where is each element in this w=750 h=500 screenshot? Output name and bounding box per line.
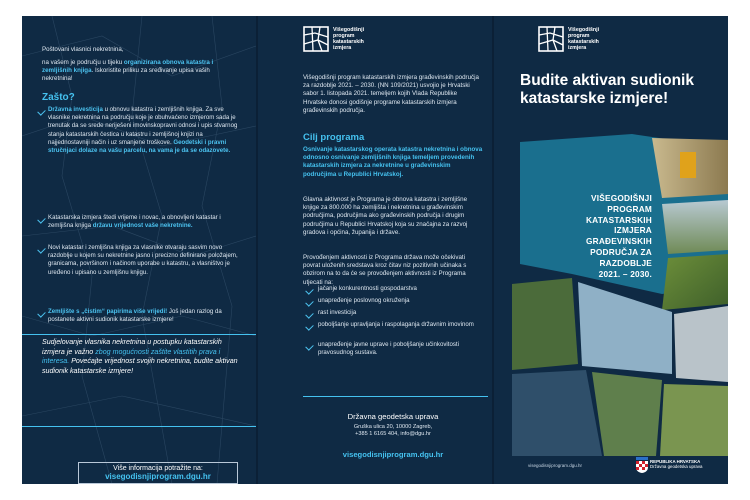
cover-title: Budite aktivan sudionik katastarske izmjere! — [520, 72, 694, 107]
agency-name: Državna geodetska uprava — [347, 412, 439, 421]
logo-line: Višegodišnji — [568, 27, 600, 33]
photo-land-survey — [512, 278, 578, 370]
reason-highlight-2: Geodetski i pravni stručnjaci dolaze na vašu parcelu, na vama je da se odazovete. — [48, 138, 231, 155]
panel-back — [258, 16, 492, 484]
greeting: Poštovani vlasnici nekretnina, — [42, 46, 124, 53]
photo-marker — [660, 384, 728, 456]
website-box — [78, 462, 238, 484]
program-name — [532, 193, 652, 279]
check-icon — [305, 342, 313, 350]
program-logo-text — [333, 27, 364, 51]
photo-senior-owner — [512, 370, 602, 456]
program-line: 2021. – 2030. — [598, 268, 652, 279]
intro-paragraph — [42, 59, 242, 84]
photo-team-planning — [578, 282, 672, 374]
logo-line: program — [333, 33, 355, 39]
agency-phone-email: +385 1 6165 404, info@dgu.hr — [355, 431, 431, 438]
divider — [22, 426, 256, 427]
reason-item-savings — [48, 214, 244, 230]
callout-highlight: zbog mogućnosti zaštite vlastitih prava i interesa. — [42, 347, 221, 366]
program-line: VIŠEGODIŠNJI — [591, 193, 652, 203]
main-activity: Glavna aktivnost je Programa je obnova katastra i zemljišne knjige za 800.000 ha zemljišta i nekretnina u građevinskim područjima, područjima ako građevinskih područja i drugim područjima u Republici Hrvatskoj koja su značajna za razvoj gradova i općina, županija i države. — [303, 196, 468, 236]
reason-text: Još jedan razlog da postanete aktivni sudionik katastarske izmjere! — [48, 308, 222, 324]
panel-inside-left — [22, 16, 256, 484]
program-line: RAZDOBLJE — [599, 257, 652, 268]
photo-collage — [512, 134, 728, 456]
why-heading: Zašto? — [42, 92, 75, 103]
check-icon — [305, 322, 313, 330]
reason-item-clean-papers — [48, 308, 244, 324]
reason-highlight: Državna investicija — [48, 106, 103, 113]
reason-text: u obnovu katastra i zemljišnih knjiga. Za sve vlasnike nekretnina na području koje je obuhvaćeno izmjerom sada je trenutak da se srede neriješeni imovinskopravni odnosi i upis stvarnog stanja katastarskih čestica u katastru i zemljišnoj knjizi na najjednostavniji način i uz smanjene troškove. — [48, 106, 238, 146]
program-logo-icon — [538, 26, 564, 52]
panel-cover — [494, 16, 728, 484]
logo-line: katastarskih — [568, 39, 599, 45]
intro-text: na vašem je području u tijeku — [42, 59, 124, 66]
photo-fields — [662, 254, 728, 310]
gps-device-icon — [680, 152, 696, 178]
intro-text-end: . Iskoristite priliku za sređivanje upisa vaših nekretnina! — [42, 67, 210, 83]
program-logo — [538, 26, 599, 52]
crest-line: REPUBLIKA HRVATSKA — [650, 459, 701, 464]
program-line: GRAĐEVINSKIH — [585, 236, 652, 247]
photo-landscape — [662, 200, 728, 254]
program-logo-icon — [303, 26, 329, 52]
program-line: PODRUČJA ZA — [590, 246, 652, 257]
website-link[interactable]: visegodisnjiprogram.dgu.hr — [342, 449, 444, 459]
callout-text — [42, 338, 242, 376]
effect-item: jačanje konkurentnosti gospodarstva — [318, 285, 417, 292]
effect-item: unapređenje poslovnog okruženja — [318, 297, 410, 304]
reason-text: Katastarska izmjera štedi vrijeme i novac, a obnovljeni katastar i zemljišna knjiga — [48, 214, 221, 230]
divider — [303, 396, 488, 397]
program-intro: Višegodišnji program katastarskih izmjera građevinskih područja za razdoblje 2021. – 2030. (NN 109/2021) usvojio je Hrvatski sabor 1. listopada 2021. temeljem kojih Vlada Republike Hrvatske donosi godišnje programe katastarskih izmjera građevinskih područja. — [303, 74, 479, 114]
reason-highlight: državu vrijednost vaše nekretnine. — [92, 222, 193, 230]
website-label: Više informacija potražite na: — [113, 465, 203, 472]
intro-highlight: organizirana obnova katastra i zemljišnih knjiga — [42, 59, 214, 75]
contact-block — [303, 412, 483, 459]
logo-line: katastarskih — [333, 39, 364, 45]
check-icon — [305, 310, 313, 318]
callout-part: Sudjelovanje vlasnika nekretnina u postupku katastarskih izmjera je važno — [42, 338, 222, 356]
program-line: KATASTARSKIH — [585, 214, 652, 225]
agency-address: Gruška ulica 20, 10000 Zagreb, — [353, 424, 433, 430]
check-icon — [305, 298, 313, 306]
photo-documents — [674, 306, 728, 382]
program-line: PROGRAM — [607, 203, 652, 214]
crest-label — [650, 459, 702, 470]
effect-item: poboljšanje upravljanja i raspolaganja državnim imovinom — [318, 321, 474, 328]
effect-item: rast investicija — [318, 309, 357, 316]
check-icon — [305, 286, 313, 294]
callout-part-2: Povećajte vrijednost svojih nekretnina, budite aktivan sudionik katastarske izmjere! — [42, 357, 238, 375]
croatian-crest-icon — [636, 457, 648, 473]
photo-surveyor-field — [592, 372, 662, 456]
effect-item: unapređenje javne uprave i poboljšanje učinkovitosti pravosudnog sustava. — [318, 341, 459, 357]
logo-line: Višegodišnji — [333, 27, 365, 33]
logo-line: izmjera — [333, 45, 352, 51]
website-link[interactable]: visegodisnjiprogram.dgu.hr — [105, 472, 211, 481]
goal-text: Osnivanje katastarskog operata katastra nekretnina i obnova odnosno osnivanje zemljišnih knjiga temeljem provedenih katastarskih izmjera za nekretnine u građevinskim područjima u Republici Hrvatskoj. — [303, 146, 483, 178]
footer-website[interactable]: visegodisnjiprogram.dgu.hr — [528, 463, 583, 468]
logo-line: izmjera — [568, 45, 587, 51]
effects-intro: Provođenjem aktivnosti iz Programa država može očekivati povrat uloženih sredstava kroz čitav niz pozitivnih učinaka s obzirom na to da će se provođenjem aktivnosti iz Programa utjecati na: — [303, 254, 467, 286]
divider — [22, 334, 256, 335]
program-logo — [303, 26, 364, 52]
reason-item-investment — [48, 106, 244, 155]
reason-item-new-cadastre: Novi katastar i zemljišna knjiga za vlasnike otvaraju sasvim novo razdoblje u kojem su nekretnine jasno i precizno definirane položajem, granicama, površinom i načinom uporabe u katastru, a vlasništvo je uređeno i upisano u zemljišnu knjigu. — [48, 244, 238, 276]
reason-highlight: Zemljište s „čistim“ papirima više vrijedi! — [48, 308, 168, 315]
goal-heading: Cilj programa — [303, 132, 365, 143]
crest-line: Državna geodetska uprava — [650, 464, 703, 470]
brochure-sheet — [22, 16, 728, 484]
logo-line: program — [568, 33, 590, 39]
program-line: IZMJERA — [614, 225, 652, 236]
program-logo-text — [568, 27, 599, 51]
